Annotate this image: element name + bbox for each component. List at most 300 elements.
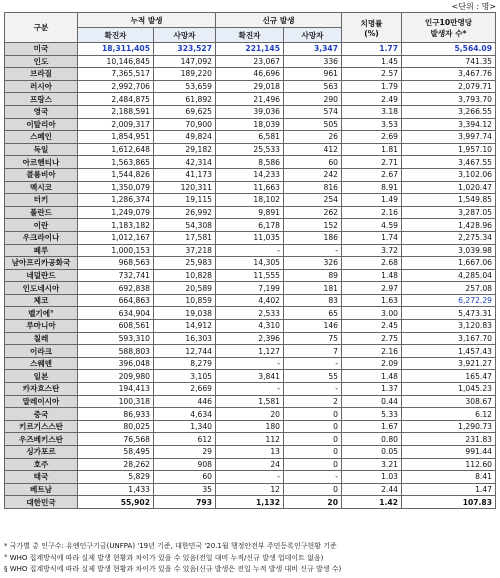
fatality-rate-cell: 2.57 [342, 68, 402, 81]
cumulative-confirmed-cell: 1,544,826 [78, 168, 154, 181]
cumulative-confirmed-cell: 5,829 [78, 471, 154, 484]
cumulative-confirmed-cell: 396,048 [78, 357, 154, 370]
cumulative-deaths-cell: 908 [154, 458, 216, 471]
fatality-rate-cell: 2.45 [342, 320, 402, 333]
per-100k-cell: 1,020.47 [402, 181, 496, 194]
table-row [5, 231, 496, 244]
cumulative-deaths-cell: 12,744 [154, 345, 216, 358]
new-deaths-cell: 60 [284, 156, 342, 169]
cumulative-deaths-cell: 8,279 [154, 357, 216, 370]
new-confirmed-cell: 25,533 [216, 143, 284, 156]
new-deaths-cell: 26 [284, 131, 342, 144]
fatality-rate-cell: 2.44 [342, 483, 402, 496]
cumulative-confirmed-cell: 80,025 [78, 420, 154, 433]
cumulative-deaths-cell: 29 [154, 446, 216, 459]
fatality-rate-cell: 2.09 [342, 357, 402, 370]
new-deaths-cell: - [284, 383, 342, 396]
cumulative-deaths-cell: 41,173 [154, 168, 216, 181]
new-confirmed-cell: 14,305 [216, 257, 284, 270]
table-row [5, 496, 496, 509]
new-confirmed-cell: 1,132 [216, 496, 284, 509]
table-row [5, 471, 496, 484]
new-deaths-cell: 0 [284, 433, 342, 446]
cumulative-deaths-cell: 3,105 [154, 370, 216, 383]
per-100k-cell: 1,045.23 [402, 383, 496, 396]
country-name-cell: 콜롬비아 [5, 168, 78, 181]
fatality-rate-cell: 1.67 [342, 420, 402, 433]
new-deaths-cell: 336 [284, 55, 342, 68]
table-row [5, 105, 496, 118]
table-row [5, 446, 496, 459]
fatality-rate-cell: 1.77 [342, 43, 402, 56]
cumulative-deaths-cell: 120,311 [154, 181, 216, 194]
table-row [5, 55, 496, 68]
new-deaths-cell: - [284, 471, 342, 484]
cumulative-confirmed-cell: 588,803 [78, 345, 154, 358]
table-row [5, 395, 496, 408]
country-name-cell: 러시아 [5, 80, 78, 93]
cumulative-confirmed-cell: 55,902 [78, 496, 154, 509]
per-100k-cell: 1,957.10 [402, 143, 496, 156]
cumulative-confirmed-cell: 194,413 [78, 383, 154, 396]
country-name-cell: 터키 [5, 194, 78, 207]
table-row [5, 168, 496, 181]
header-cumulative: 누적 발생 [78, 13, 216, 28]
new-confirmed-cell: 14,233 [216, 168, 284, 181]
fatality-rate-cell: 0.44 [342, 395, 402, 408]
new-confirmed-cell: 39,036 [216, 105, 284, 118]
cumulative-confirmed-cell: 1,286,374 [78, 194, 154, 207]
cumulative-deaths-cell: 60 [154, 471, 216, 484]
table-row [5, 43, 496, 56]
table-row [5, 307, 496, 320]
new-deaths-cell: 7 [284, 345, 342, 358]
cumulative-deaths-cell: 793 [154, 496, 216, 509]
fatality-rate-cell: 1.74 [342, 231, 402, 244]
new-confirmed-cell: 1,127 [216, 345, 284, 358]
country-name-cell: 체코 [5, 294, 78, 307]
cumulative-deaths-cell: 70,900 [154, 118, 216, 131]
fatality-rate-cell: 8.91 [342, 181, 402, 194]
new-deaths-cell: 55 [284, 370, 342, 383]
header-per100k-sub: 발생자 수* [430, 28, 467, 38]
new-confirmed-cell: 11,663 [216, 181, 284, 194]
table-row [5, 345, 496, 358]
country-name-cell: 멕시코 [5, 181, 78, 194]
new-deaths-cell: 83 [284, 294, 342, 307]
fatality-rate-cell: 2.69 [342, 131, 402, 144]
per-100k-cell: 1,549.85 [402, 194, 496, 207]
cumulative-confirmed-cell: 58,495 [78, 446, 154, 459]
table-row [5, 483, 496, 496]
per-100k-cell: 1,667.06 [402, 257, 496, 270]
country-name-cell: 스페인 [5, 131, 78, 144]
cumulative-deaths-cell: 10,859 [154, 294, 216, 307]
per-100k-cell: 3,394.12 [402, 118, 496, 131]
cumulative-deaths-cell: 69,625 [154, 105, 216, 118]
per-100k-cell: 3,287.05 [402, 206, 496, 219]
per-100k-cell: 3,120.83 [402, 320, 496, 333]
per-100k-cell: 257.08 [402, 282, 496, 295]
country-name-cell: 싱가포르 [5, 446, 78, 459]
fatality-rate-cell: 3.53 [342, 118, 402, 131]
cumulative-confirmed-cell: 28,262 [78, 458, 154, 471]
new-confirmed-cell: 6,178 [216, 219, 284, 232]
per-100k-cell: 6.12 [402, 408, 496, 421]
cumulative-deaths-cell: 61,892 [154, 93, 216, 106]
cumulative-confirmed-cell: 76,568 [78, 433, 154, 446]
cumulative-confirmed-cell: 1,012,167 [78, 231, 154, 244]
fatality-rate-cell: 1.42 [342, 496, 402, 509]
country-name-cell: 대한민국 [5, 496, 78, 509]
cumulative-confirmed-cell: 1,854,951 [78, 131, 154, 144]
new-deaths-cell: - [284, 357, 342, 370]
table-body [5, 43, 496, 509]
cumulative-confirmed-cell: 593,310 [78, 332, 154, 345]
header-country: 구분 [5, 13, 78, 43]
fatality-rate-cell: 2.16 [342, 345, 402, 358]
new-confirmed-cell: 112 [216, 433, 284, 446]
header-cumulative-confirmed: 확진자 [78, 28, 154, 43]
new-deaths-cell: 505 [284, 118, 342, 131]
cumulative-deaths-cell: 49,824 [154, 131, 216, 144]
fatality-rate-cell: 1.81 [342, 143, 402, 156]
new-confirmed-cell: 9,891 [216, 206, 284, 219]
per-100k-cell: 3,102.06 [402, 168, 496, 181]
per-100k-cell: 231.83 [402, 433, 496, 446]
unit-label: <단위 : 명> [451, 2, 496, 11]
new-confirmed-cell: 11,555 [216, 269, 284, 282]
fatality-rate-cell: 3.21 [342, 458, 402, 471]
cumulative-deaths-cell: 35 [154, 483, 216, 496]
new-deaths-cell: 0 [284, 446, 342, 459]
fatality-rate-cell: 1.49 [342, 194, 402, 207]
new-confirmed-cell: 7,199 [216, 282, 284, 295]
cumulative-deaths-cell: 1,340 [154, 420, 216, 433]
cumulative-deaths-cell: 446 [154, 395, 216, 408]
new-confirmed-cell: 6,581 [216, 131, 284, 144]
table-row [5, 156, 496, 169]
new-deaths-cell: 0 [284, 483, 342, 496]
fatality-rate-cell: 3.00 [342, 307, 402, 320]
country-name-cell: 프랑스 [5, 93, 78, 106]
country-name-cell: 영국 [5, 105, 78, 118]
per-100k-cell: 3,266.55 [402, 105, 496, 118]
cumulative-deaths-cell: 54,308 [154, 219, 216, 232]
cumulative-confirmed-cell: 1,183,182 [78, 219, 154, 232]
new-deaths-cell: 563 [284, 80, 342, 93]
country-name-cell: 남아프리카공화국 [5, 257, 78, 270]
new-deaths-cell: 65 [284, 307, 342, 320]
new-deaths-cell: 412 [284, 143, 342, 156]
table-row [5, 181, 496, 194]
footnotes [4, 541, 496, 576]
country-name-cell: 페루 [5, 244, 78, 257]
country-name-cell: 태국 [5, 471, 78, 484]
country-name-cell: 칠레 [5, 332, 78, 345]
cumulative-deaths-cell: 323,527 [154, 43, 216, 56]
table-row [5, 269, 496, 282]
new-deaths-cell: 2 [284, 395, 342, 408]
new-confirmed-cell: 4,402 [216, 294, 284, 307]
country-name-cell: 베트남 [5, 483, 78, 496]
cumulative-confirmed-cell: 692,838 [78, 282, 154, 295]
cumulative-deaths-cell: 25,983 [154, 257, 216, 270]
new-confirmed-cell: - [216, 383, 284, 396]
new-deaths-cell: 574 [284, 105, 342, 118]
table-row [5, 332, 496, 345]
table-row [5, 383, 496, 396]
country-name-cell: 스웨덴 [5, 357, 78, 370]
covid-stats-table [4, 12, 496, 509]
new-confirmed-cell: 29,018 [216, 80, 284, 93]
fatality-rate-cell: 2.67 [342, 168, 402, 181]
table-row [5, 194, 496, 207]
cumulative-confirmed-cell: 1,433 [78, 483, 154, 496]
cumulative-deaths-cell: 14,912 [154, 320, 216, 333]
table-row [5, 206, 496, 219]
cumulative-deaths-cell: 612 [154, 433, 216, 446]
new-confirmed-cell: 3,841 [216, 370, 284, 383]
fatality-rate-cell: 2.71 [342, 156, 402, 169]
country-name-cell: 이탈리아 [5, 118, 78, 131]
new-deaths-cell: 3,347 [284, 43, 342, 56]
header-fatality [342, 13, 402, 43]
per-100k-cell: 741.35 [402, 55, 496, 68]
per-100k-cell: 5,564.09 [402, 43, 496, 56]
table-row [5, 357, 496, 370]
header-new-confirmed: 확진자 [216, 28, 284, 43]
header-fatality-label: 치명률 [360, 18, 383, 28]
country-name-cell: 브라질 [5, 68, 78, 81]
fatality-rate-cell: 1.03 [342, 471, 402, 484]
new-deaths-cell: - [284, 244, 342, 257]
new-deaths-cell: 254 [284, 194, 342, 207]
country-name-cell: 이란 [5, 219, 78, 232]
fatality-rate-cell: 2.49 [342, 93, 402, 106]
per-100k-cell: 991.44 [402, 446, 496, 459]
cumulative-confirmed-cell: 634,904 [78, 307, 154, 320]
cumulative-confirmed-cell: 732,741 [78, 269, 154, 282]
country-name-cell: 우즈베키스탄 [5, 433, 78, 446]
new-deaths-cell: 262 [284, 206, 342, 219]
table-row [5, 131, 496, 144]
new-deaths-cell: 0 [284, 408, 342, 421]
cumulative-deaths-cell: 16,303 [154, 332, 216, 345]
footnote: * 국가별 총 인구수: 유엔인구기금(UNFPA) '19년 기준, 대한민국 '20.1월 행정안전부 주민등록인구현황 기준 [4, 542, 337, 550]
cumulative-confirmed-cell: 2,188,591 [78, 105, 154, 118]
new-deaths-cell: 152 [284, 219, 342, 232]
per-100k-cell: 1,290.73 [402, 420, 496, 433]
cumulative-deaths-cell: 147,092 [154, 55, 216, 68]
table-row [5, 370, 496, 383]
header-new: 신규 발생 [216, 13, 342, 28]
cumulative-confirmed-cell: 664,863 [78, 294, 154, 307]
cumulative-confirmed-cell: 7,365,517 [78, 68, 154, 81]
fatality-rate-cell: 1.48 [342, 269, 402, 282]
per-100k-cell: 1,428.96 [402, 219, 496, 232]
new-confirmed-cell: 11,035 [216, 231, 284, 244]
table-row [5, 433, 496, 446]
new-confirmed-cell: 18,102 [216, 194, 284, 207]
footnote: § WHO 집계방식에 따라 실제 발생 현황과 차이가 있을 수 있음(신규 발생은 전일 누적 발생 대비 신규 발생 수) [4, 565, 342, 573]
per-100k-cell: 3,467.76 [402, 68, 496, 81]
fatality-rate-cell: 1.63 [342, 294, 402, 307]
header-fatality-unit: (%) [364, 28, 379, 38]
cumulative-confirmed-cell: 1,350,079 [78, 181, 154, 194]
new-confirmed-cell: - [216, 244, 284, 257]
fatality-rate-cell: 1.48 [342, 370, 402, 383]
per-100k-cell: 6,272.29 [402, 294, 496, 307]
new-confirmed-cell: 180 [216, 420, 284, 433]
new-deaths-cell: 89 [284, 269, 342, 282]
new-confirmed-cell: 23,067 [216, 55, 284, 68]
table-row [5, 80, 496, 93]
country-name-cell: 이라크 [5, 345, 78, 358]
country-name-cell: 인도 [5, 55, 78, 68]
per-100k-cell: 3,167.70 [402, 332, 496, 345]
cumulative-confirmed-cell: 2,484,875 [78, 93, 154, 106]
new-confirmed-cell: 13 [216, 446, 284, 459]
country-name-cell: 미국 [5, 43, 78, 56]
per-100k-cell: 3,997.74 [402, 131, 496, 144]
new-deaths-cell: 75 [284, 332, 342, 345]
country-name-cell: 말레이시아 [5, 395, 78, 408]
country-name-cell: 아르헨티나 [5, 156, 78, 169]
new-confirmed-cell: 12 [216, 483, 284, 496]
country-name-cell: 호주 [5, 458, 78, 471]
table-row [5, 244, 496, 257]
new-confirmed-cell: 2,533 [216, 307, 284, 320]
cumulative-deaths-cell: 37,218 [154, 244, 216, 257]
per-100k-cell: 5,473.31 [402, 307, 496, 320]
cumulative-confirmed-cell: 2,009,317 [78, 118, 154, 131]
table-row [5, 118, 496, 131]
country-name-cell: 폴란드 [5, 206, 78, 219]
fatality-rate-cell: 1.79 [342, 80, 402, 93]
per-100k-cell: 3,793.70 [402, 93, 496, 106]
new-confirmed-cell: 2,396 [216, 332, 284, 345]
cumulative-deaths-cell: 2,669 [154, 383, 216, 396]
new-deaths-cell: 181 [284, 282, 342, 295]
fatality-rate-cell: 3.18 [342, 105, 402, 118]
cumulative-deaths-cell: 26,992 [154, 206, 216, 219]
country-name-cell: 카자흐스탄 [5, 383, 78, 396]
per-100k-cell: 308.67 [402, 395, 496, 408]
table-row [5, 458, 496, 471]
new-deaths-cell: 816 [284, 181, 342, 194]
per-100k-cell: 4,285.04 [402, 269, 496, 282]
cumulative-deaths-cell: 19,115 [154, 194, 216, 207]
cumulative-confirmed-cell: 1,000,153 [78, 244, 154, 257]
country-name-cell: 벨기에° [5, 307, 78, 320]
new-deaths-cell: 186 [284, 231, 342, 244]
per-100k-cell: 3,039.98 [402, 244, 496, 257]
cumulative-confirmed-cell: 100,318 [78, 395, 154, 408]
fatality-rate-cell: 1.37 [342, 383, 402, 396]
table-row [5, 219, 496, 232]
new-deaths-cell: 20 [284, 496, 342, 509]
header-new-deaths: 사망자 [284, 28, 342, 43]
fatality-rate-cell: 3.72 [342, 244, 402, 257]
header-cumulative-deaths: 사망자 [154, 28, 216, 43]
fatality-rate-cell: 5.33 [342, 408, 402, 421]
table-row [5, 93, 496, 106]
cumulative-deaths-cell: 4,634 [154, 408, 216, 421]
fatality-rate-cell: 1.45 [342, 55, 402, 68]
cumulative-confirmed-cell: 968,563 [78, 257, 154, 270]
cumulative-deaths-cell: 10,828 [154, 269, 216, 282]
table-row [5, 68, 496, 81]
cumulative-confirmed-cell: 1,563,865 [78, 156, 154, 169]
fatality-rate-cell: 0.80 [342, 433, 402, 446]
table-row [5, 420, 496, 433]
new-deaths-cell: 0 [284, 420, 342, 433]
new-confirmed-cell: 221,145 [216, 43, 284, 56]
fatality-rate-cell: 2.16 [342, 206, 402, 219]
cumulative-confirmed-cell: 86,933 [78, 408, 154, 421]
new-deaths-cell: 290 [284, 93, 342, 106]
cumulative-confirmed-cell: 209,980 [78, 370, 154, 383]
cumulative-confirmed-cell: 10,146,845 [78, 55, 154, 68]
new-deaths-cell: 0 [284, 458, 342, 471]
per-100k-cell: 3,921.27 [402, 357, 496, 370]
table-row [5, 408, 496, 421]
new-confirmed-cell: - [216, 471, 284, 484]
header-per100k-label: 인구10만명당 [424, 17, 473, 27]
cumulative-confirmed-cell: 608,561 [78, 320, 154, 333]
cumulative-deaths-cell: 53,659 [154, 80, 216, 93]
fatality-rate-cell: 4.59 [342, 219, 402, 232]
new-confirmed-cell: - [216, 357, 284, 370]
new-confirmed-cell: 21,496 [216, 93, 284, 106]
cumulative-confirmed-cell: 18,311,405 [78, 43, 154, 56]
new-confirmed-cell: 1,581 [216, 395, 284, 408]
country-name-cell: 독일 [5, 143, 78, 156]
cumulative-confirmed-cell: 1,612,648 [78, 143, 154, 156]
new-confirmed-cell: 4,310 [216, 320, 284, 333]
fatality-rate-cell: 2.75 [342, 332, 402, 345]
per-100k-cell: 8.41 [402, 471, 496, 484]
country-name-cell: 일본 [5, 370, 78, 383]
new-confirmed-cell: 46,696 [216, 68, 284, 81]
cumulative-deaths-cell: 19,038 [154, 307, 216, 320]
new-deaths-cell: 961 [284, 68, 342, 81]
country-name-cell: 키르기스스탄 [5, 420, 78, 433]
cumulative-deaths-cell: 42,314 [154, 156, 216, 169]
new-confirmed-cell: 24 [216, 458, 284, 471]
new-confirmed-cell: 18,039 [216, 118, 284, 131]
country-name-cell: 루마니아 [5, 320, 78, 333]
new-confirmed-cell: 8,586 [216, 156, 284, 169]
per-100k-cell: 3,467.55 [402, 156, 496, 169]
table-row [5, 320, 496, 333]
table-row [5, 143, 496, 156]
table-row [5, 282, 496, 295]
per-100k-cell: 1,457.43 [402, 345, 496, 358]
new-deaths-cell: 242 [284, 168, 342, 181]
per-100k-cell: 112.60 [402, 458, 496, 471]
country-name-cell: 우크라이나 [5, 231, 78, 244]
cumulative-deaths-cell: 189,220 [154, 68, 216, 81]
cumulative-confirmed-cell: 1,249,079 [78, 206, 154, 219]
country-name-cell: 중국 [5, 408, 78, 421]
per-100k-cell: 165.47 [402, 370, 496, 383]
table-row [5, 294, 496, 307]
cumulative-confirmed-cell: 2,992,706 [78, 80, 154, 93]
footnote: ° WHO 집계방식에 따라 실제 발생 현황과 차이가 있을 수 있음(전일 대비 누적/신규 발생 업데이트 없음) [4, 553, 324, 562]
new-deaths-cell: 146 [284, 320, 342, 333]
